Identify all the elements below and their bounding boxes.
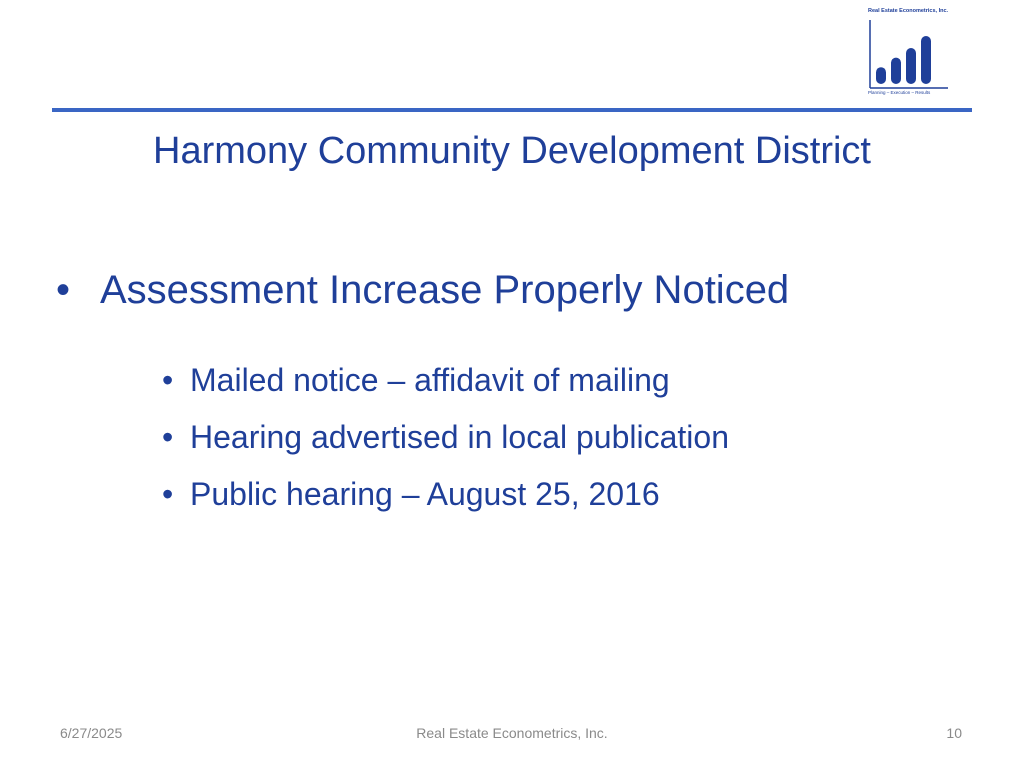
bullet-icon: • bbox=[162, 476, 174, 512]
bullet-icon: • bbox=[56, 268, 71, 312]
sub-bullet bbox=[162, 466, 729, 523]
bar-chart-logo-icon bbox=[864, 16, 954, 90]
bullet-icon: • bbox=[162, 419, 174, 455]
logo-bar bbox=[906, 48, 916, 84]
header-divider bbox=[52, 108, 972, 112]
logo-bar bbox=[876, 67, 886, 84]
sub-bullet bbox=[162, 352, 729, 409]
slide-title: Harmony Community Development District bbox=[153, 130, 871, 172]
footer-company: Real Estate Econometrics, Inc. bbox=[416, 725, 608, 741]
logo-bar bbox=[891, 58, 901, 84]
bullet-icon: • bbox=[162, 362, 174, 398]
sub-bullet-text: Hearing advertised in local publication bbox=[190, 419, 729, 455]
sub-bullet bbox=[162, 409, 729, 466]
footer-date: 6/27/2025 bbox=[60, 725, 123, 741]
logo-company-name: Real Estate Econometrics, Inc. bbox=[868, 8, 949, 14]
logo-tagline: Planning – Execution – Results bbox=[868, 90, 931, 95]
sub-bullet-text: Mailed notice – affidavit of mailing bbox=[190, 362, 670, 398]
sub-bullet-text: Public hearing – August 25, 2016 bbox=[190, 476, 660, 512]
footer-page-number: 10 bbox=[946, 725, 962, 741]
main-bullet bbox=[56, 264, 789, 316]
main-bullet-text: Assessment Increase Properly Noticed bbox=[100, 268, 790, 312]
sub-bullet-list bbox=[162, 352, 729, 523]
logo-bar bbox=[921, 36, 931, 84]
company-logo bbox=[864, 6, 954, 102]
